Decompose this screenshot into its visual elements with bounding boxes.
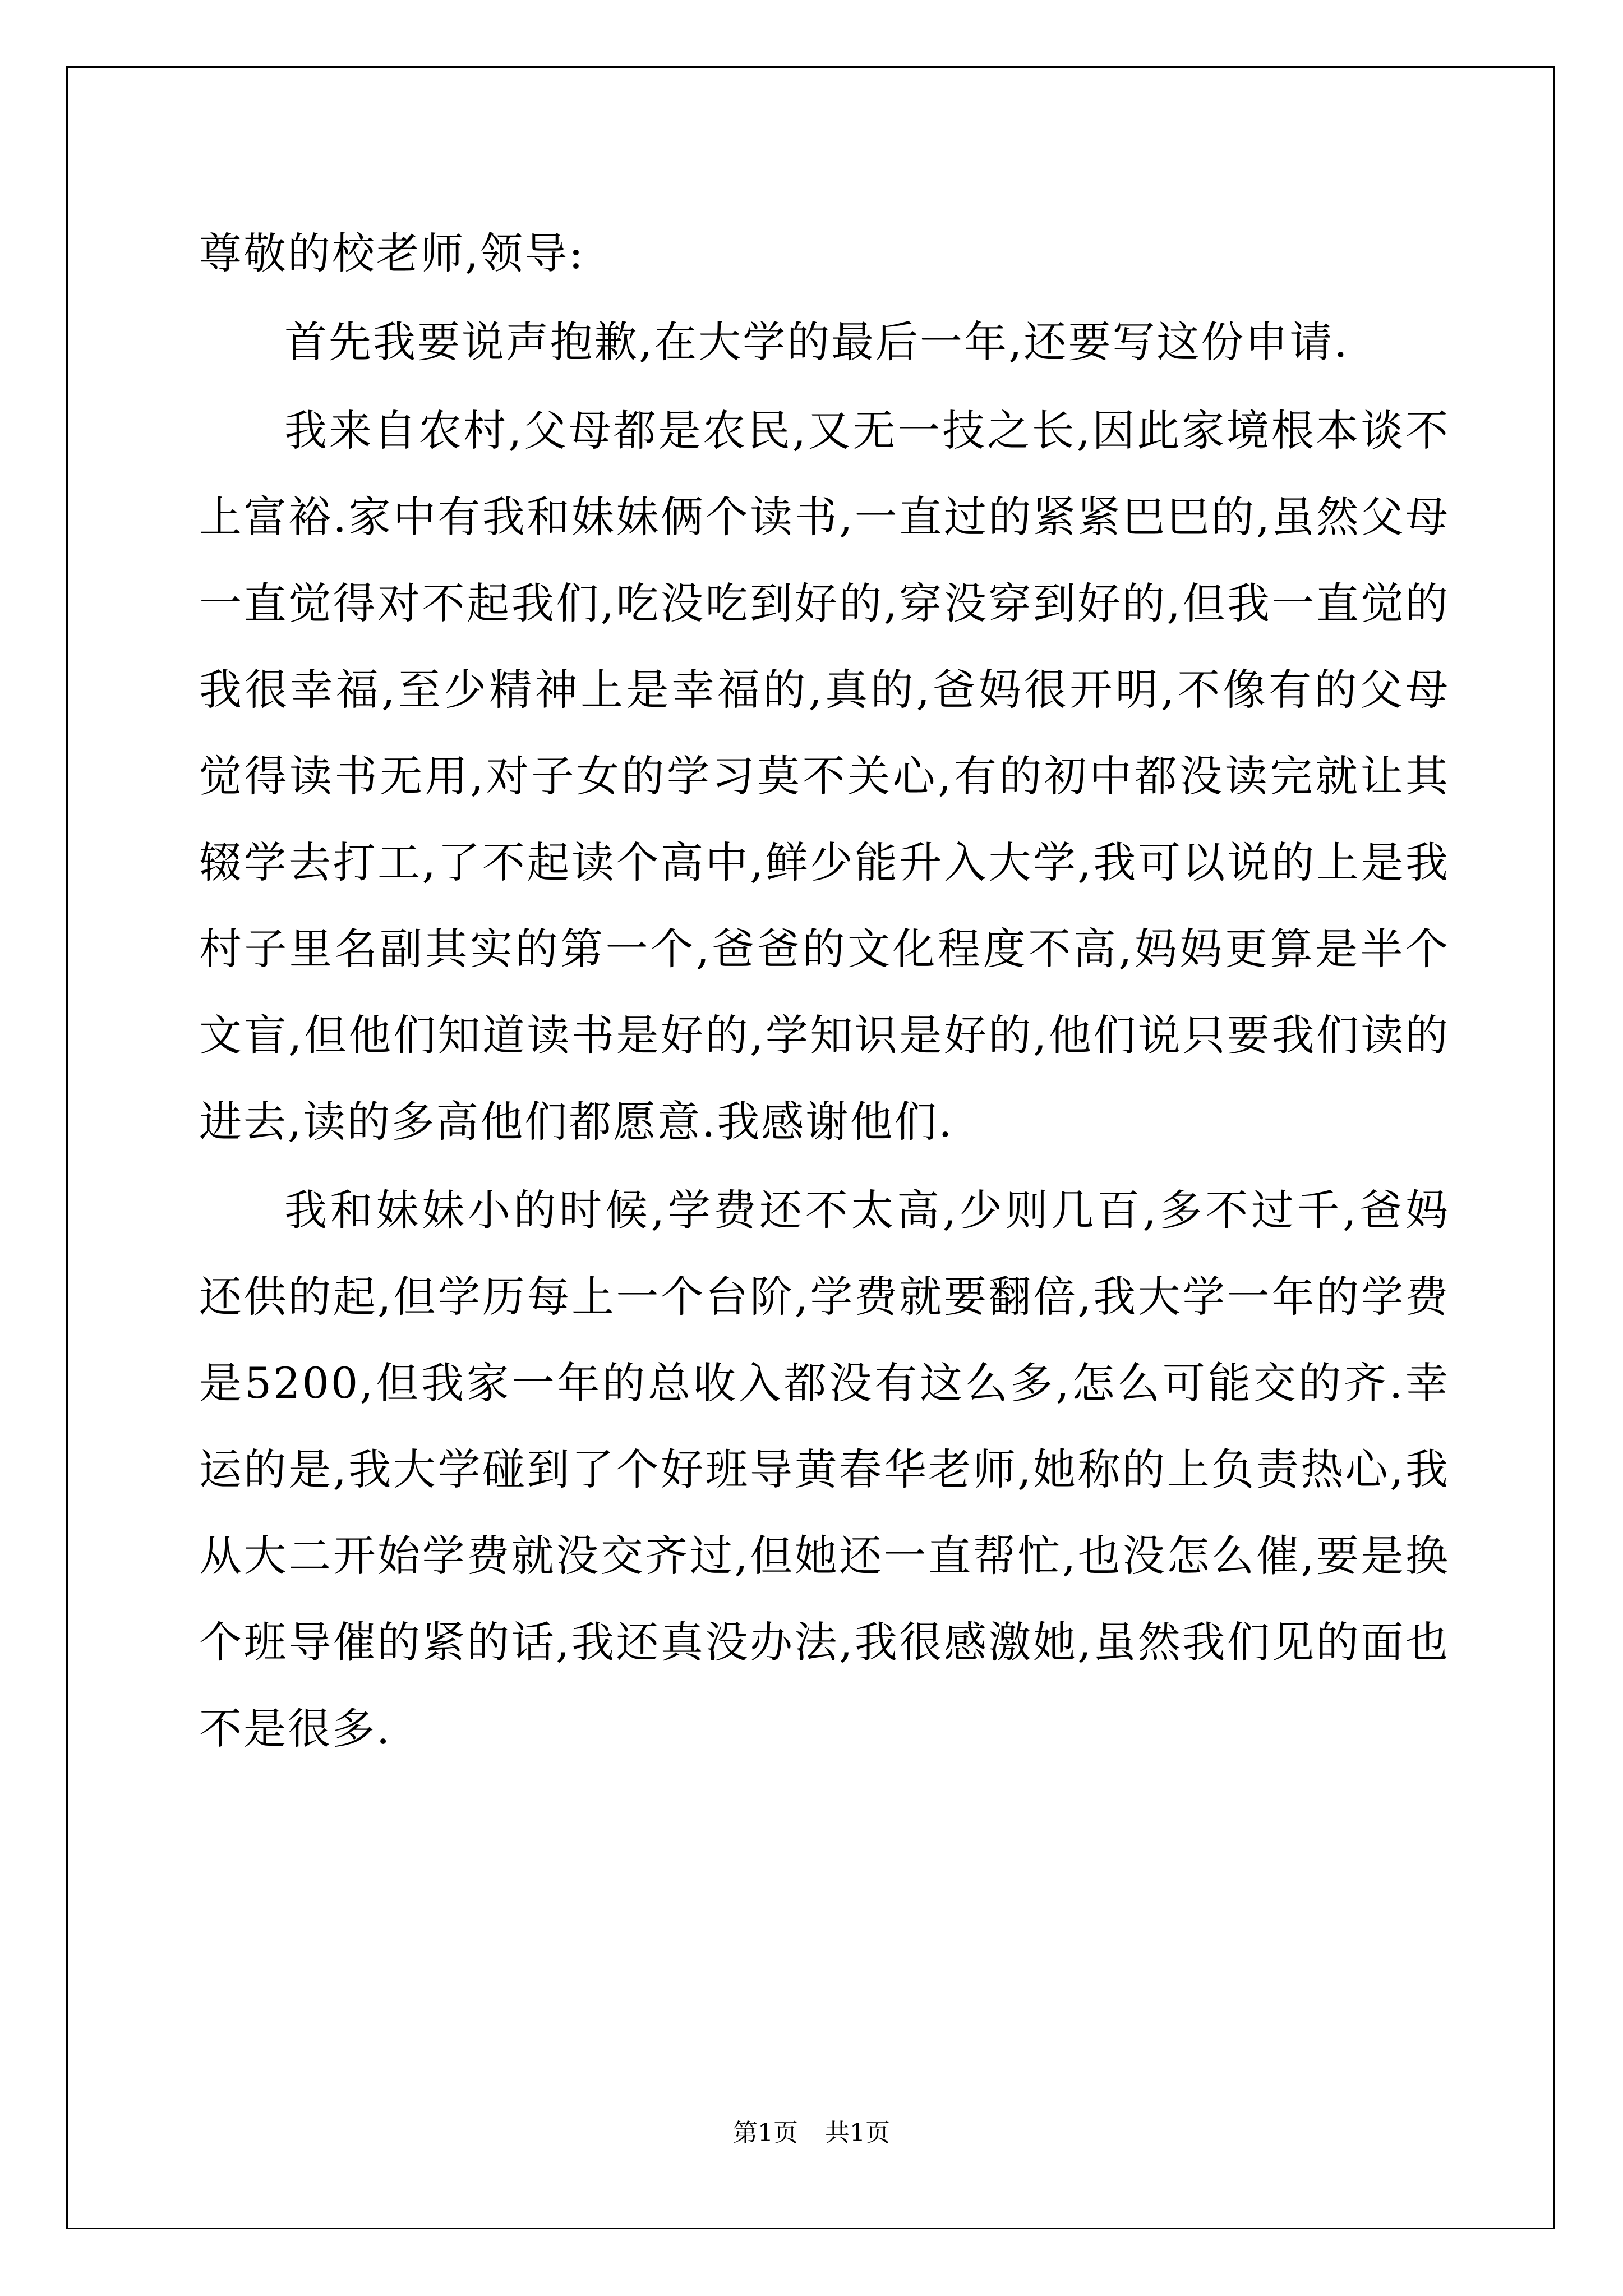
document-body [199, 210, 1450, 1774]
paragraph-family-background: 我来自农村,父母都是农民,又无一技之长,因此家境根本谈不上富裕.家中有我和妹妹俩个读书,一直过的紧紧巴巴的,虽然父母一直觉得对不起我们,吃没吃到好的,穿没穿到好的,但我一直觉的我很幸福,至少精神上是幸福的,真的,爸妈很开明,不像有的父母觉得读书无用,对子女的学习莫不关心,有的初中都没读完就让其辍学去打工,了不起读个高中,鲜少能升入大学,我可以说的上是我村子里名副其实的第一个,爸爸的文化程度不高,妈妈更算是半个文盲,但他们知道读书是好的,学知识是好的,他们说只要我们读的进去,读的多高他们都愿意.我感谢他们. [199, 406, 1450, 1147]
salutation: 尊敬的校老师,领导: [199, 228, 585, 278]
paragraph-tuition: 我和妹妹小的时候,学费还不太高,少则几百,多不过千,爸妈还供的起,但学历每上一个台阶,学费就要翻倍,我大学一年的学费是5200,但我家一年的总收入都没有这么多,怎么可能交的齐.幸运的是,我大学碰到了个好班导黄春华老师,她称的上负责热心,我从大二开始学费就没交齐过,但她还一直帮忙,也没怎么催,要是换个班导催的紧的话,我还真没办法,我很感激她,虽然我们见的面也不是很多. [199, 1185, 1450, 1754]
page-footer [0, 2116, 1623, 2150]
paragraph-apology: 首先我要说声抱歉,在大学的最后一年,还要写这份申请. [284, 317, 1349, 367]
page-number: 第1页 [733, 2119, 798, 2147]
page-total: 共1页 [825, 2119, 890, 2147]
